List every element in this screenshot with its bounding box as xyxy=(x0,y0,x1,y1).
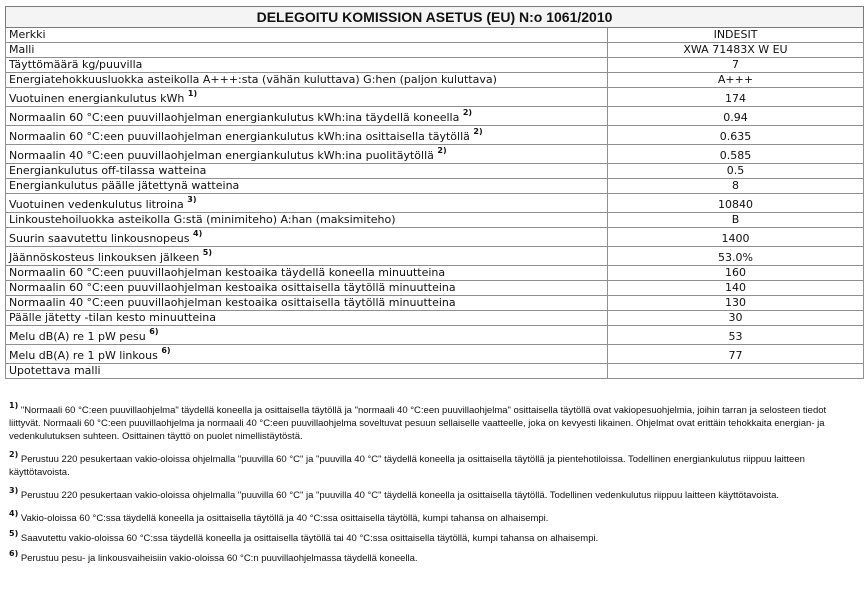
footnote xyxy=(9,508,859,525)
spec-label-cell xyxy=(6,88,608,107)
spec-value: 1400 xyxy=(608,228,864,247)
spec-label-cell xyxy=(6,126,608,145)
spec-label: Malli xyxy=(9,43,35,56)
spec-row xyxy=(6,179,864,194)
footnote-text: Perustuu 220 pesukertaan vakio-oloissa ohjelmalla "puuvilla 60 °C" ja "puuvilla 40 °C" täydellä koneella ja osittaisella täytöllä. Todellinen vedenkulutus riippuu laitteen käyttötavoista. xyxy=(20,490,780,501)
footnote-text: Saavutettu vakio-oloissa 60 °C:ssa täydellä koneella ja osittaisella täytöllä tai 40 °C:ssa osittaisella täytöllä, kumpi tahansa on alhaisempi. xyxy=(20,533,599,544)
spec-label: Energiatehokkuusluokka asteikolla A+++:sta (vähän kuluttava) G:hen (paljon kuluttava) xyxy=(9,73,497,86)
spec-label-cell xyxy=(6,345,608,364)
spec-label-cell xyxy=(6,326,608,345)
footnote-ref: 2) xyxy=(462,108,473,118)
spec-label: Normaalin 60 °C:een puuvillaohjelman kestoaika osittaisella täytöllä minuutteina xyxy=(9,281,456,294)
spec-row xyxy=(6,247,864,266)
spec-label: Linkoustehoiluokka asteikolla G:stä (minimiteho) A:han (maksimiteho) xyxy=(9,213,396,226)
footnote-ref: 2) xyxy=(437,146,447,156)
spec-value: 0.5 xyxy=(608,164,864,179)
spec-row xyxy=(6,228,864,247)
spec-value: 77 xyxy=(608,345,864,364)
spec-label: Normaalin 40 °C:een puuvillaohjelman energiankulutus kWh:ina puolitäytöllä xyxy=(9,149,434,162)
spec-row xyxy=(6,43,864,58)
footnote-number: 6) xyxy=(9,548,19,558)
spec-row xyxy=(6,164,864,179)
footnote-ref: 5) xyxy=(202,248,213,258)
spec-row xyxy=(6,345,864,364)
footnote-text: Perustuu pesu- ja linkousvaiheisiin vakio-oloissa 60 °C:n puuvillaohjelmassa täydellä koneella. xyxy=(20,553,418,564)
spec-value: 53.0% xyxy=(608,247,864,266)
spec-value: 10840 xyxy=(608,194,864,213)
footnote-ref: 6) xyxy=(161,346,171,356)
footnote-text: Perustuu 220 pesukertaan vakio-oloissa ohjelmalla "puuvilla 60 °C" ja "puuvilla 40 °C" täydellä koneella ja osittaisella täytöllä ja pientehotiloissa. Todellinen energiankulutus riippuu laitteen käyttötavoista. xyxy=(9,454,805,478)
spec-label: Melu dB(A) re 1 pW linkous xyxy=(9,349,158,362)
spec-row xyxy=(6,107,864,126)
spec-row xyxy=(6,296,864,311)
footnote-text: "Normaali 60 °C:een puuvillaohjelma" täydellä koneella ja osittaisella täytöllä ja "normaali 40 °C:een puuvillaohjelma" osittaisella täytöllä ovat vakiopesuohjelmia, joihin tarran ja selosteen tiedot liittyvät. Normaali 60 °C:een puuvillaohjelma ja normaali 40 °C:een puuvillaohjelma soveltuvat pesuun sellaiselle vaatteelle, joka on kevyesti likainen. Ohjelmat ovat erittäin tehokkaita energian- ja vedenkulutuksen suhteen. Osittainen täyttö on puolet nimellistäytöstä. xyxy=(9,405,827,442)
spec-row xyxy=(6,58,864,73)
footnote-ref: 1) xyxy=(187,89,198,99)
spec-value: 53 xyxy=(608,326,864,345)
footnote xyxy=(9,485,859,502)
spec-value: B xyxy=(608,213,864,228)
spec-value: 174 xyxy=(608,88,864,107)
spec-value: A+++ xyxy=(608,73,864,88)
spec-value: 8 xyxy=(608,179,864,194)
spec-label-cell xyxy=(6,296,608,311)
spec-label-cell xyxy=(6,213,608,228)
footnote-number: 5) xyxy=(9,528,19,538)
spec-value: 0.635 xyxy=(608,126,864,145)
spec-label: Energiankulutus päälle jätettynä watteina xyxy=(9,179,240,192)
spec-label: Normaalin 40 °C:een puuvillaohjelman kestoaika osittaisella täytöllä minuutteina xyxy=(9,296,456,309)
spec-label-cell xyxy=(6,281,608,296)
footnote-number: 2) xyxy=(9,449,19,459)
spec-label-cell xyxy=(6,43,608,58)
spec-value: 30 xyxy=(608,311,864,326)
spec-row xyxy=(6,73,864,88)
spec-label-cell xyxy=(6,266,608,281)
spec-label-cell xyxy=(6,164,608,179)
footnotes xyxy=(9,400,859,565)
spec-label: Vuotuinen vedenkulutus litroina xyxy=(9,198,184,211)
spec-label: Täyttömäärä kg/puuvilla xyxy=(9,58,143,71)
product-fiche xyxy=(5,6,863,379)
spec-row xyxy=(6,266,864,281)
footnote-ref: 4) xyxy=(193,229,203,239)
spec-value: 160 xyxy=(608,266,864,281)
spec-label-cell xyxy=(6,73,608,88)
spec-label: Melu dB(A) re 1 pW pesu xyxy=(9,330,146,343)
spec-row xyxy=(6,364,864,379)
spec-value: 0.94 xyxy=(608,107,864,126)
spec-label-cell xyxy=(6,311,608,326)
spec-label-cell xyxy=(6,228,608,247)
footnote-text: Vakio-oloissa 60 °C:ssa täydellä koneella ja osittaisella täytöllä ja 40 °C:ssa osittaisella täytöllä, kumpi tahansa on alhaisempi. xyxy=(20,513,549,524)
spec-row xyxy=(6,28,864,43)
spec-value: 7 xyxy=(608,58,864,73)
spec-value: INDESIT xyxy=(608,28,864,43)
spec-value xyxy=(608,364,864,379)
spec-table xyxy=(5,6,864,379)
footnote xyxy=(9,528,859,545)
spec-row xyxy=(6,311,864,326)
spec-label-cell xyxy=(6,58,608,73)
footnote xyxy=(9,548,859,565)
spec-row xyxy=(6,194,864,213)
footnote-ref: 3) xyxy=(187,195,197,205)
spec-row xyxy=(6,126,864,145)
spec-label-cell xyxy=(6,194,608,213)
spec-label: Normaalin 60 °C:een puuvillaohjelman energiankulutus kWh:ina täydellä koneella xyxy=(9,111,460,124)
spec-label-cell xyxy=(6,28,608,43)
spec-label-cell xyxy=(6,247,608,266)
spec-label: Jäännöskosteus linkouksen jälkeen xyxy=(9,251,200,264)
spec-label-cell xyxy=(6,145,608,164)
spec-label: Suurin saavutettu linkousnopeus xyxy=(9,232,190,245)
spec-value: XWA 71483X W EU xyxy=(608,43,864,58)
spec-label: Normaalin 60 °C:een puuvillaohjelman energiankulutus kWh:ina osittaisella täytöllä xyxy=(9,130,470,143)
spec-row xyxy=(6,281,864,296)
spec-value: 140 xyxy=(608,281,864,296)
footnote xyxy=(9,400,859,443)
spec-label-cell xyxy=(6,107,608,126)
footnote-number: 1) xyxy=(9,400,19,410)
spec-label: Päälle jätetty -tilan kesto minuutteina xyxy=(9,311,216,324)
spec-label: Energiankulutus off-tilassa watteina xyxy=(9,164,207,177)
footnote xyxy=(9,449,859,479)
spec-value: 130 xyxy=(608,296,864,311)
spec-row xyxy=(6,213,864,228)
spec-label: Merkki xyxy=(9,28,46,41)
footnote-number: 3) xyxy=(9,485,19,495)
footnote-ref: 6) xyxy=(149,327,159,337)
footnote-ref: 2) xyxy=(473,127,483,137)
spec-value: 0.585 xyxy=(608,145,864,164)
spec-label: Upotettava malli xyxy=(9,364,101,377)
spec-label: Vuotuinen energiankulutus kWh xyxy=(9,92,185,105)
spec-row xyxy=(6,145,864,164)
spec-label-cell xyxy=(6,364,608,379)
spec-label: Normaalin 60 °C:een puuvillaohjelman kestoaika täydellä koneella minuutteina xyxy=(9,266,446,279)
spec-label-cell xyxy=(6,179,608,194)
regulation-title: DELEGOITU KOMISSION ASETUS (EU) N:o 1061/2010 xyxy=(6,7,864,28)
spec-row xyxy=(6,88,864,107)
footnote-number: 4) xyxy=(9,508,19,518)
spec-row xyxy=(6,326,864,345)
